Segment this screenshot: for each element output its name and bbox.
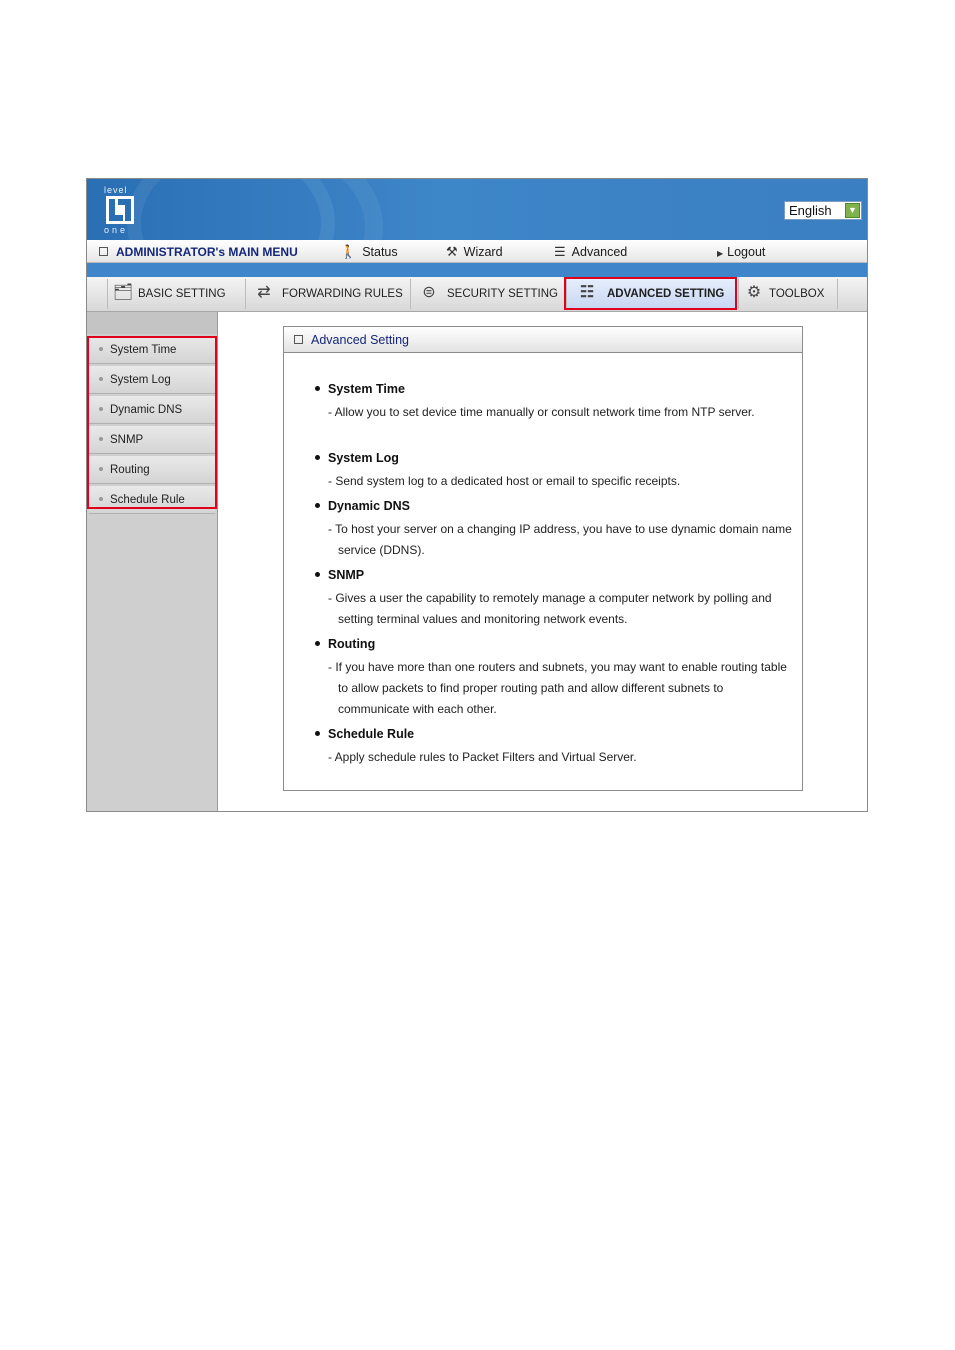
header-banner: [87, 179, 867, 240]
item-title-dynamic-dns: Dynamic DNS: [315, 499, 410, 513]
item-desc-schedule-rule: - Apply schedule rules to Packet Filters and Virtual Server.: [328, 750, 637, 764]
item-title-schedule-rule: Schedule Rule: [315, 727, 414, 741]
tab-basic-setting[interactable]: 🗂 BASIC SETTING: [107, 279, 245, 309]
item-title-routing: Routing: [315, 637, 375, 651]
language-select[interactable]: [784, 201, 862, 220]
bullet-icon: [315, 503, 320, 508]
levelone-logo: [104, 185, 140, 235]
sidebar-item-schedule-rule[interactable]: Schedule Rule: [89, 486, 215, 514]
triangle-right-icon: ▶: [717, 249, 724, 258]
toolbox-icon: ⚙: [746, 284, 762, 301]
sidebar-item-dynamic-dns[interactable]: Dynamic DNS: [89, 396, 215, 424]
tab-toolbox[interactable]: ⚙ TOOLBOX: [738, 279, 838, 309]
advanced-setting-icon: ☷: [579, 284, 595, 301]
bullet-icon: [315, 731, 320, 736]
menu-wizard[interactable]: ⚒ Wizard: [446, 240, 503, 262]
sidebar-item-snmp[interactable]: SNMP: [89, 426, 215, 454]
item-title-system-log: System Log: [315, 451, 399, 465]
blue-divider-strip: [87, 263, 867, 277]
language-value: English: [789, 203, 832, 218]
logo-mark-icon: [106, 196, 134, 224]
router-admin-window: [86, 178, 868, 812]
item-desc-system-time: - Allow you to set device time manually or consult network time from NTP server.: [328, 405, 755, 419]
bullet-icon: [315, 572, 320, 577]
arrows-icon: ⇄: [257, 284, 271, 301]
square-bullet-icon: [294, 335, 303, 344]
square-bullet-icon: [99, 247, 108, 256]
item-desc-system-log: - Send system log to a dedicated host or email to specific receipts.: [328, 474, 681, 488]
tab-advanced-setting[interactable]: ☷ ADVANCED SETTING: [566, 279, 736, 309]
item-title-snmp: SNMP: [315, 568, 364, 582]
settings-tab-bar: [87, 277, 867, 312]
status-person-icon: 🚶: [340, 244, 357, 259]
tab-security-setting[interactable]: ⊜ SECURITY SETTING: [410, 279, 566, 309]
item-desc-dynamic-dns: - To host your server on a changing IP address, you have to use dynamic domain name service (DDNS).: [328, 522, 792, 557]
wizard-icon: ⚒: [446, 244, 458, 259]
advanced-icon: ☰: [554, 244, 566, 259]
sidebar-item-routing[interactable]: Routing: [89, 456, 215, 484]
lock-disc-icon: ⊜: [422, 284, 436, 301]
item-desc-snmp: - Gives a user the capability to remotely manage a computer network by polling and setting terminal values and monitoring network events.: [328, 591, 772, 626]
menu-logout[interactable]: ▶ Logout: [717, 240, 765, 262]
panel-title: Advanced Setting: [284, 327, 802, 353]
highlight-box-sidebar: [87, 336, 217, 509]
logo-text-top: level: [104, 185, 128, 195]
item-desc-routing: - If you have more than one routers and subnets, you may want to enable routing table to allow packets to find proper routing path and allow different subnets to communicate with each other.: [328, 660, 787, 716]
chevron-down-icon[interactable]: ▼: [845, 203, 860, 218]
admin-main-menu-label: ADMINISTRATOR's MAIN MENU: [99, 240, 298, 262]
tab-forwarding-rules[interactable]: ⇄ FORWARDING RULES: [245, 279, 410, 309]
sidebar-item-system-time[interactable]: System Time: [89, 336, 215, 364]
sidebar-item-system-log[interactable]: System Log: [89, 366, 215, 394]
main-menu-bar: [87, 240, 867, 263]
bullet-icon: [315, 386, 320, 391]
item-title-system-time: System Time: [315, 382, 405, 396]
folder-icon: 🗂: [112, 284, 134, 301]
menu-status[interactable]: 🚶 Status: [340, 240, 398, 262]
highlight-box-advanced-tab: [564, 277, 737, 310]
advanced-setting-panel: [283, 326, 803, 791]
logo-text-bottom: one: [104, 225, 129, 235]
bullet-icon: [315, 641, 320, 646]
menu-advanced[interactable]: ☰ Advanced: [554, 240, 627, 262]
bullet-icon: [315, 455, 320, 460]
